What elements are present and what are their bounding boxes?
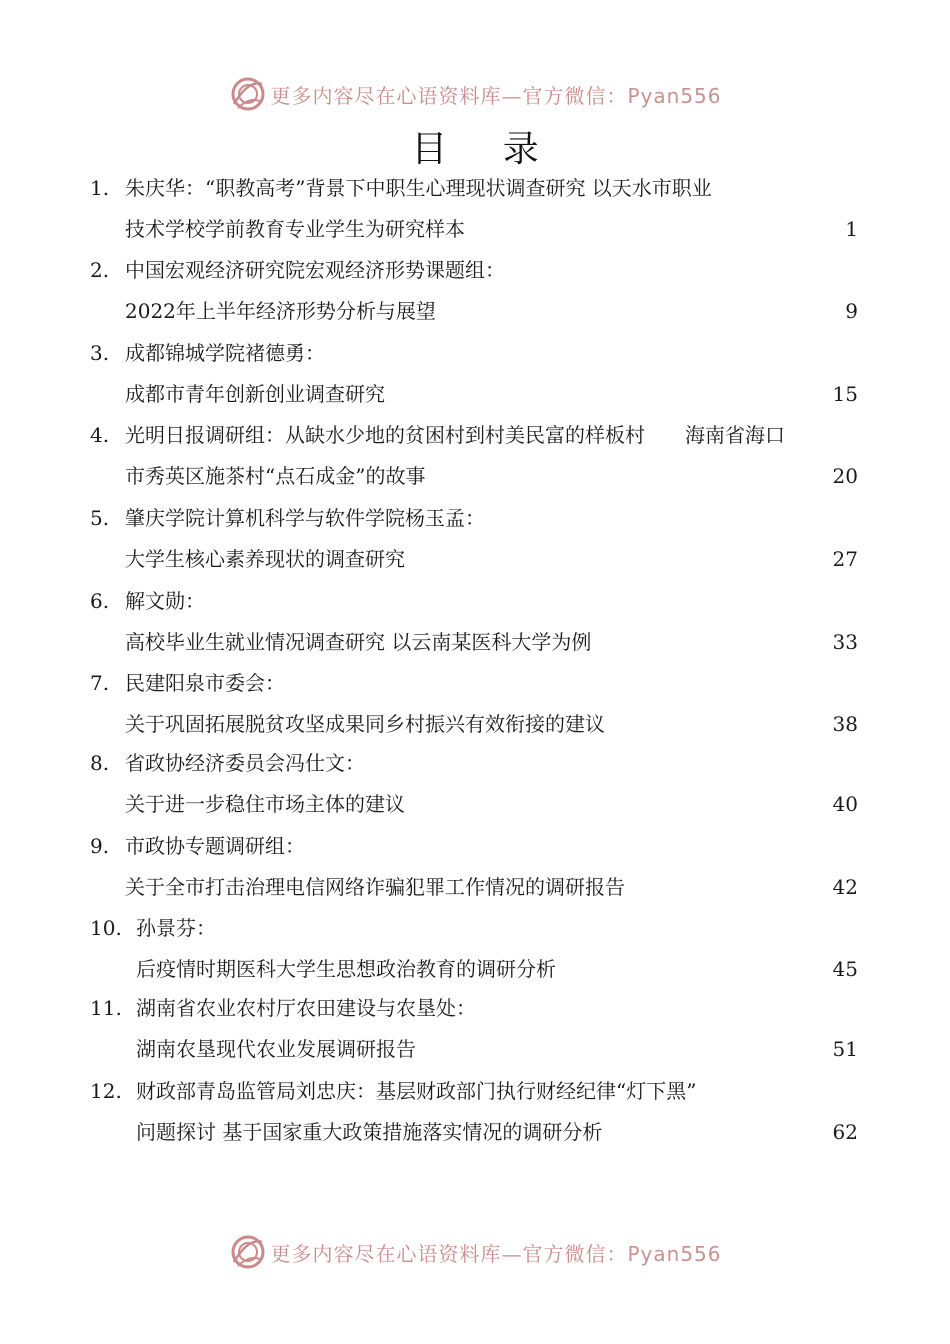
- toc-entry-number: 3.: [90, 341, 110, 365]
- toc-entry-number: 9.: [90, 834, 110, 858]
- toc-entry-title: 市秀英区施茶村“点石成金”的故事: [125, 464, 426, 488]
- toc-entry-page: 9: [845, 299, 858, 323]
- toc-entry-number: 5.: [90, 506, 110, 530]
- toc-entry-title: 财政部青岛监管局刘忠庆：基层财政部门执行财经纪律“灯下黑”: [136, 1079, 697, 1103]
- toc-entry-number: 6.: [90, 589, 110, 613]
- toc-entry-title: 省政协经济委员会冯仕文：: [125, 751, 365, 775]
- toc-entry-line: [0, 420, 950, 450]
- toc-entry-line: [0, 1117, 950, 1147]
- toc-entry-page: 40: [832, 792, 858, 816]
- page-title: 目 录: [411, 129, 561, 170]
- toc-entry-number: 7.: [90, 671, 110, 695]
- toc-entry-title: 孙景芬：: [136, 916, 216, 940]
- watermark-banner-top: [0, 74, 950, 114]
- watermark-banner-bottom: [0, 1232, 950, 1272]
- toc-entry-page: 15: [832, 382, 858, 406]
- toc-entry-line: [0, 789, 950, 819]
- toc-entry-title: 技术学校学前教育专业学生为研究样本: [125, 217, 465, 241]
- toc-entry-number: 8.: [90, 751, 110, 775]
- toc-entry-title: 湖南省农业农村厅农田建设与农垦处：: [136, 996, 476, 1020]
- watermark-text: 更多内容尽在心语资料库—官方微信：Pyan556: [270, 1241, 722, 1266]
- toc-entry-line: [0, 296, 950, 326]
- toc-entry-line: [0, 954, 950, 984]
- toc-entry-title: 朱庆华：“职教高考”背景下中职生心理现状调查研究 以天水市职业: [125, 176, 712, 200]
- toc-entry-title: 关于巩固拓展脱贫攻坚成果同乡村振兴有效衔接的建议: [125, 712, 605, 736]
- toc-entry-line: [0, 872, 950, 902]
- toc-entry-page: 1: [845, 217, 858, 241]
- logo-icon: [228, 1232, 268, 1272]
- toc-entry-number: 1.: [90, 176, 110, 200]
- watermark-wechat: Pyan556: [627, 83, 722, 108]
- toc-entry-line: [0, 461, 950, 491]
- toc-entry-page: 20: [832, 464, 858, 488]
- toc-entry-line: [0, 214, 950, 244]
- toc-entry-line: [0, 831, 950, 861]
- toc-entry-title: 解文勋：: [125, 589, 205, 613]
- toc-entry-line: [0, 913, 950, 943]
- watermark-text: 更多内容尽在心语资料库—官方微信：Pyan556: [270, 83, 722, 108]
- toc-entry-title: 肇庆学院计算机科学与软件学院杨玉孟：: [125, 506, 485, 530]
- toc-entry-line: [0, 544, 950, 574]
- toc-entry-title: 关于全市打击治理电信网络诈骗犯罪工作情况的调研报告: [125, 875, 625, 899]
- toc-entry-title: 大学生核心素养现状的调查研究: [125, 547, 405, 571]
- toc-entry-title: 成都市青年创新创业调查研究: [125, 382, 385, 406]
- toc-entry-title: 湖南农垦现代农业发展调研报告: [136, 1037, 416, 1061]
- toc-entry-title: 后疫情时期医科大学生思想政治教育的调研分析: [136, 957, 556, 981]
- toc-entry-line: [0, 173, 950, 203]
- toc-entry-line: [0, 627, 950, 657]
- toc-entry-title: 2022年上半年经济形势分析与展望: [125, 299, 436, 323]
- toc-entry-line: [0, 586, 950, 616]
- toc-entry-page: 51: [832, 1037, 858, 1061]
- toc-entry-page: 42: [832, 875, 858, 899]
- toc-entry-line: [0, 993, 950, 1023]
- toc-entry-title: 关于进一步稳住市场主体的建议: [125, 792, 405, 816]
- toc-entry-page: 33: [832, 630, 858, 654]
- toc-entry-title: 成都锦城学院褚德勇：: [125, 341, 325, 365]
- toc-entry-line: [0, 1034, 950, 1064]
- watermark-wechat: Pyan556: [627, 1241, 722, 1266]
- toc-entry-page: 38: [832, 712, 858, 736]
- toc-entry-line: [0, 379, 950, 409]
- toc-entry-title: 中国宏观经济研究院宏观经济形势课题组：: [125, 258, 505, 282]
- toc-entry-number: 12.: [90, 1079, 122, 1103]
- toc-entry-line: [0, 709, 950, 739]
- toc-entry-line: [0, 338, 950, 368]
- toc-entry-number: 4.: [90, 423, 110, 447]
- toc-entry-title: 问题探讨 基于国家重大政策措施落实情况的调研分析: [136, 1120, 603, 1144]
- toc-entry-line: [0, 748, 950, 778]
- toc-entry-page: 27: [832, 547, 858, 571]
- toc-entry-page: 62: [832, 1120, 858, 1144]
- toc-entry-number: 10.: [90, 916, 122, 940]
- toc-entry-title: 光明日报调研组：从缺水少地的贫困村到村美民富的样板村 海南省海口: [125, 423, 785, 447]
- toc-entry-title: 市政协专题调研组：: [125, 834, 305, 858]
- toc-entry-line: [0, 1076, 950, 1106]
- toc-entry-page: 45: [832, 957, 858, 981]
- toc-entry-title: 民建阳泉市委会：: [125, 671, 285, 695]
- logo-icon: [228, 74, 268, 114]
- toc-entry-line: [0, 503, 950, 533]
- toc-entry-number: 2.: [90, 258, 110, 282]
- toc-entry-number: 11.: [90, 996, 122, 1020]
- toc-entry-line: [0, 668, 950, 698]
- toc-entry-line: [0, 255, 950, 285]
- toc-entry-title: 高校毕业生就业情况调查研究 以云南某医科大学为例: [125, 630, 592, 654]
